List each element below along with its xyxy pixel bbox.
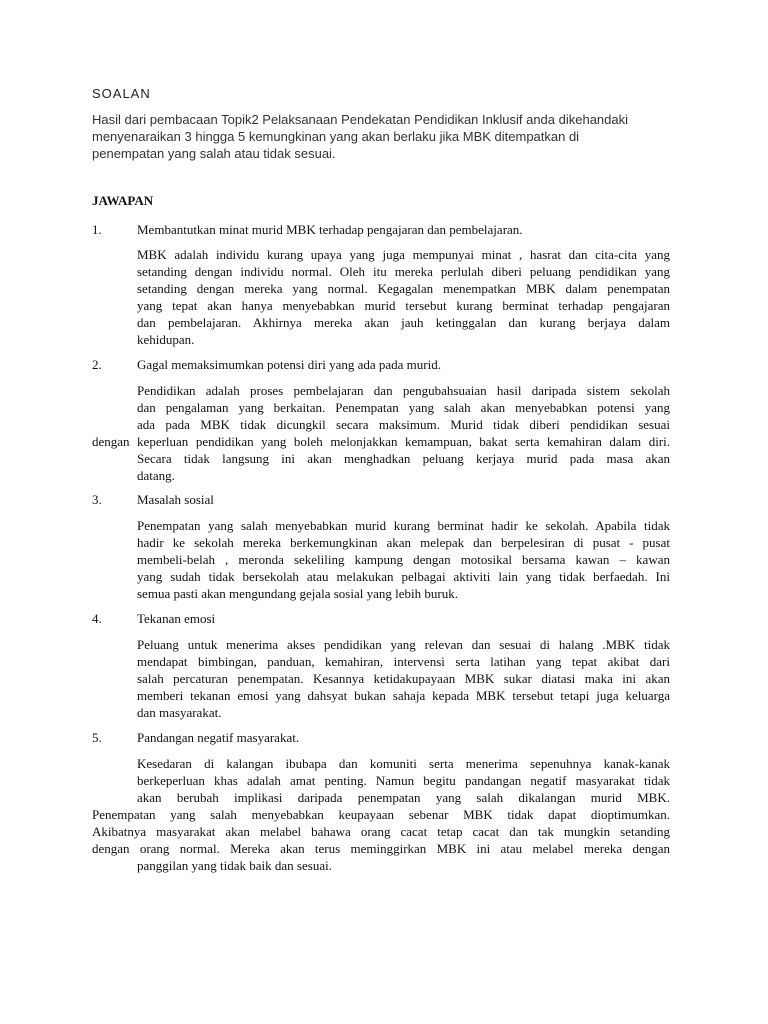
paragraph-line: dan pembelajaran. Akhirnya mereka akan jauh ketinggalan dan kurang berjaya dalam: [137, 315, 670, 330]
paragraph-line: semua pasti akan mengundang gejala sosial yang lebih buruk.: [137, 586, 458, 601]
paragraph-line: yang tepat akan hanya menyebabkan murid tersebut kurang berminat terhadap pengajaran: [137, 298, 670, 313]
item-paragraph: [137, 246, 670, 348]
soalan-heading: SOALAN: [92, 86, 151, 101]
item-number: 2.: [92, 357, 102, 372]
item-number: 5.: [92, 730, 102, 745]
paragraph-line: dengan orang normal. Mereka akan terus meminggirkan MBK ini atau melabel mereka dengan: [92, 841, 670, 856]
item-paragraph: [92, 382, 670, 484]
item-title: Masalah sosial: [137, 492, 214, 507]
paragraph-line: membeli-belah , meronda sekeliling kampung dengan motosikal bersama kawan – kawan: [137, 552, 670, 567]
paragraph-line: kehidupan.: [137, 332, 195, 347]
paragraph-line: Penempatan yang salah menyebabkan keupayaan sebenar MBK tidak dapat dioptimumkan.: [92, 807, 670, 822]
item-title: Membantutkan minat murid MBK terhadap pengajaran dan pembelajaran.: [137, 222, 523, 237]
paragraph-line: ada pada MBK tidak dicungkil secara maksimum. Murid tidak diberi pendidikan sesuai: [137, 417, 670, 432]
soalan-text: [92, 111, 692, 162]
paragraph-line: panggilan yang tidak baik dan sesuai.: [137, 858, 332, 873]
paragraph-line: dengan keperluan pendidikan yang boleh melonjakkan kemampuan, bakat serta kemahiran dalam diri.: [92, 434, 670, 449]
paragraph-line: setanding dengan mereka yang normal. Kegagalan menempatkan MBK dalam penempatan: [137, 281, 670, 296]
paragraph-line: mendapat bimbingan, panduan, kemahiran, intervensi serta latihan yang tepat akibat dari: [137, 654, 670, 669]
paragraph-line: Penempatan yang salah menyebabkan murid kurang berminat hadir ke sekolah. Apabila tidak: [137, 518, 670, 533]
paragraph-line: Secara tidak langsung ini akan menghadkan peluang kerjaya murid pada masa akan: [137, 451, 670, 466]
paragraph-line: setanding dengan individu normal. Oleh itu mereka perlulah diberi peluang pendidikan yang: [137, 264, 670, 279]
item-paragraph: [137, 636, 670, 721]
soalan-line: Hasil dari pembacaan Topik2 Pelaksanaan Pendekatan Pendidikan Inklusif anda dikehandaki: [92, 112, 629, 127]
paragraph-line: salah percaturan penempatan. Kesannya ketidakupayaan MBK sukar diatasi maka ini akan: [137, 671, 670, 686]
paragraph-line: hadir ke sekolah mereka berkemungkinan akan melepak dan berpelesiran di pusat - pusat: [137, 535, 670, 550]
paragraph-line: MBK adalah individu kurang upaya yang juga mempunyai minat , hasrat dan cita-cita yang: [137, 247, 670, 262]
paragraph-line: Akibatnya masyarakat akan melabel bahawa orang cacat tetap cacat dan tak mungkin setanding: [92, 824, 670, 839]
item-paragraph: [137, 517, 670, 602]
paragraph-line: berkeperluan khas adalah amat penting. Namun begitu pandangan negatif masyarakat tidak: [137, 773, 670, 788]
item-number: 3.: [92, 492, 102, 507]
paragraph-line: Kesedaran di kalangan ibubapa dan komuniti serta menerima sepenuhnya kanak-kanak: [137, 756, 670, 771]
item-title: Tekanan emosi: [137, 611, 216, 626]
item-title: Gagal memaksimumkan potensi diri yang ada pada murid.: [137, 357, 441, 372]
item-number: 1.: [92, 222, 102, 237]
paragraph-line: yang sudah tidak bersekolah atau melakukan pelbagai aktiviti lain yang tidak berfaedah. Ini: [137, 569, 670, 584]
soalan-line: menyenaraikan 3 hingga 5 kemungkinan yang akan berlaku jika MBK ditempatkan di: [92, 129, 580, 144]
item-paragraph: [92, 755, 670, 874]
soalan-line: penempatan yang salah atau tidak sesuai.: [92, 146, 336, 161]
paragraph-line: dan masyarakat.: [137, 705, 222, 720]
paragraph-line: dan pengalaman yang berkaitan. Penempatan yang salah akan menyebabkan potensi yang: [137, 400, 670, 415]
jawapan-heading: JAWAPAN: [92, 193, 154, 208]
paragraph-line: akan berubah implikasi daripada penempatan yang salah dikalangan murid MBK.: [137, 790, 670, 805]
paragraph-line: memberi tekanan emosi yang dahsyat bukan sahaja kepada MBK tersebut tetapi juga keluarga: [137, 688, 670, 703]
paragraph-line: datang.: [137, 468, 175, 483]
item-title: Pandangan negatif masyarakat.: [137, 730, 300, 745]
paragraph-line: Peluang untuk menerima akses pendidikan yang relevan dan sesuai di halang .MBK tidak: [137, 637, 670, 652]
item-number: 4.: [92, 611, 102, 626]
paragraph-line: Pendidikan adalah proses pembelajaran dan pengubahsuaian hasil daripada sistem sekolah: [137, 383, 670, 398]
